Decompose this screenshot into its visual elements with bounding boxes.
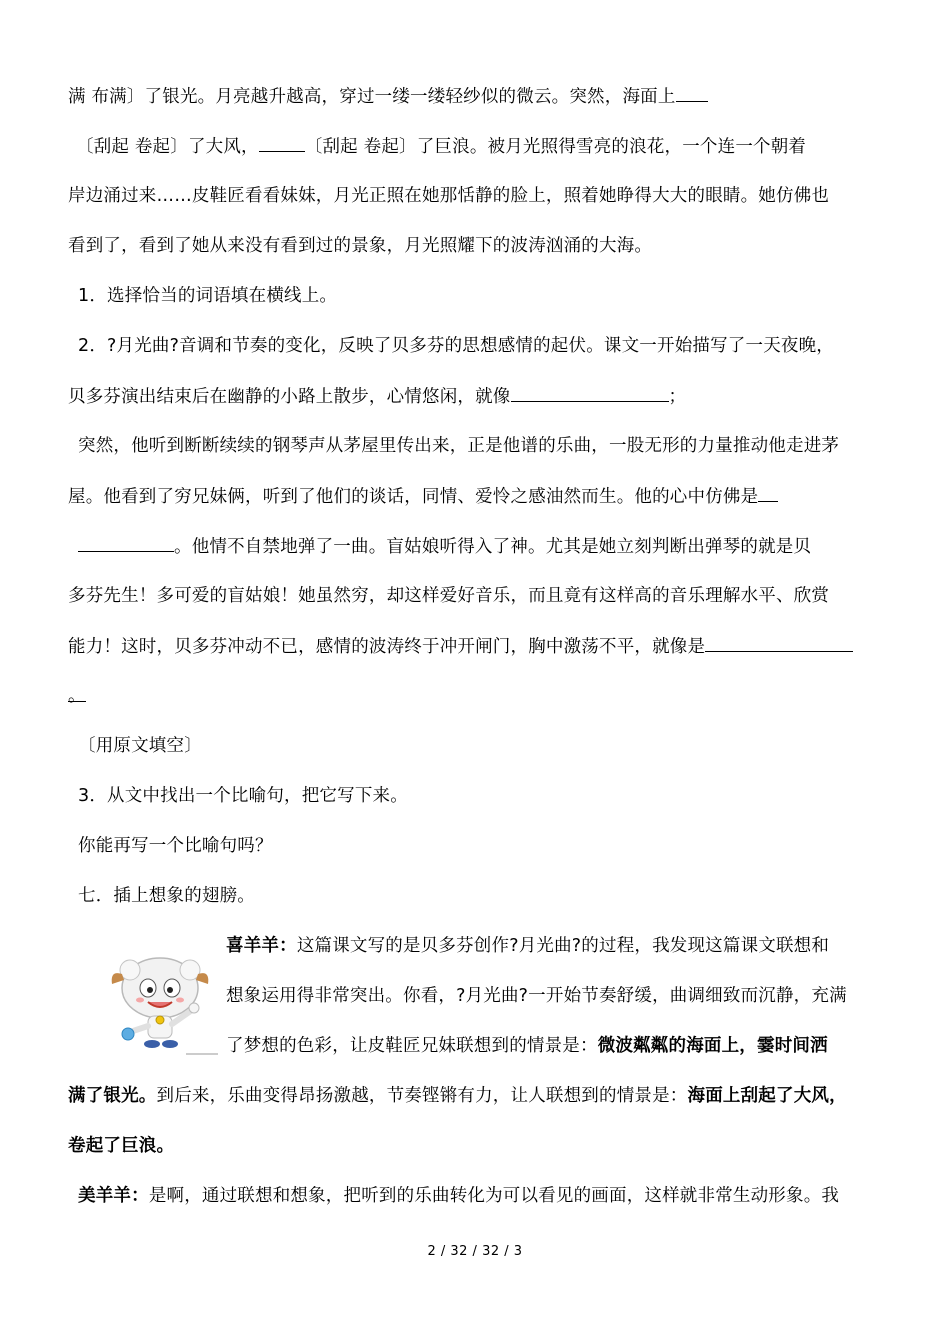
question-2-line-4: 屋。他看到了穷兄妹俩，听到了他们的谈话，同情、爱怜之感油然而生。他的心中仿佛是 [68, 483, 778, 510]
passage-line-3: 岸边涌过来……皮鞋匠看看妹妹，月光正照在她那恬静的脸上，照着她睁得大大的眼睛。她仿佛也 [68, 186, 830, 206]
dialogue-xiyangyang-line-3: 了梦想的色彩，让皮鞋匠兄妹联想到的情景是：微波粼粼的海面上，霎时间洒 [226, 1036, 828, 1056]
page-footer: 2 / 32 / 32 / 3 [427, 1244, 523, 1259]
section-7-heading: 七．插上想象的翅膀。 [78, 886, 255, 906]
dialogue-xiyangyang-line-5: 卷起了巨浪。 [68, 1136, 175, 1156]
dialogue-xiyangyang-line-4: 满了银光。到后来，乐曲变得昂扬激越，节奏铿锵有力，让人联想到的情景是：海面上刮起了大风， [68, 1086, 847, 1106]
question-3-sub: 你能再写一个比喻句吗？ [78, 836, 273, 856]
fill-blank[interactable]: 。 [68, 683, 86, 702]
question-2-line-8 [68, 683, 86, 709]
fill-blank[interactable] [676, 83, 708, 102]
question-2-instruction: 〔用原文填空〕 [78, 736, 202, 756]
question-2-line-7: 能力！这时，贝多芬冲动不已，感情的波涛终于冲开闸门，胸中激荡不平，就像是 [68, 633, 853, 660]
dialogue-xiyangyang-line-2: 想象运用得非常突出。你看，?月光曲?一开始节奏舒缓，曲调细致而沉静，充满 [226, 986, 847, 1006]
speaker-name: 美羊羊： [78, 1186, 149, 1206]
fill-blank[interactable] [511, 383, 669, 402]
fill-blank[interactable] [758, 483, 778, 502]
fill-blank[interactable] [259, 133, 305, 152]
dialogue-xiyangyang-line-1: 喜羊羊：这篇课文写的是贝多芬创作?月光曲?的过程，我发现这篇课文联想和 [226, 936, 830, 956]
speaker-name: 喜羊羊： [226, 936, 297, 956]
fill-blank[interactable] [78, 533, 174, 552]
question-2-line-3: 突然，他听到断断续续的钢琴声从茅屋里传出来，正是他谱的乐曲，一股无形的力量推动他走进茅 [78, 436, 840, 456]
passage-line-4: 看到了，看到了她从来没有看到过的景象，月光照耀下的波涛汹涌的大海。 [68, 236, 653, 256]
question-2-line-5: 。他情不自禁地弹了一曲。盲姑娘听得入了神。尤其是她立刻判断出弹琴的就是贝 [78, 533, 811, 560]
passage-line-2: 〔刮起 卷起〕了大风， 〔刮起 卷起〕了巨浪。被月光照得雪亮的浪花，一个连一个朝着 [76, 133, 806, 160]
passage-line-1: 满 布满〕了银光。月亮越升越高，穿过一缕一缕轻纱似的微云。突然，海面上 [68, 83, 708, 110]
question-2-line-2: 贝多芬演出结束后在幽静的小路上散步，心情悠闲，就像 ； [68, 383, 686, 410]
question-3: 3．从文中找出一个比喻句，把它写下来。 [78, 786, 408, 806]
question-2-line-6: 多芬先生！多可爱的盲姑娘！她虽然穷，却这样爱好音乐，而且竟有这样高的音乐理解水平、欣赏 [68, 586, 830, 606]
fill-blank[interactable] [705, 633, 853, 652]
question-1: 1．选择恰当的词语填在横线上。 [78, 286, 338, 306]
dialogue-meiyangyang-line-1: 美羊羊：是啊，通过联想和想象，把听到的乐曲转化为可以看见的画面，这样就非常生动形象。我 [78, 1186, 840, 1206]
cartoon-sheep-icon [100, 940, 220, 1060]
question-2-line-1: 2．?月光曲?音调和节奏的变化，反映了贝多芬的思想感情的起伏。课文一开始描写了一天夜晚， [78, 336, 835, 356]
